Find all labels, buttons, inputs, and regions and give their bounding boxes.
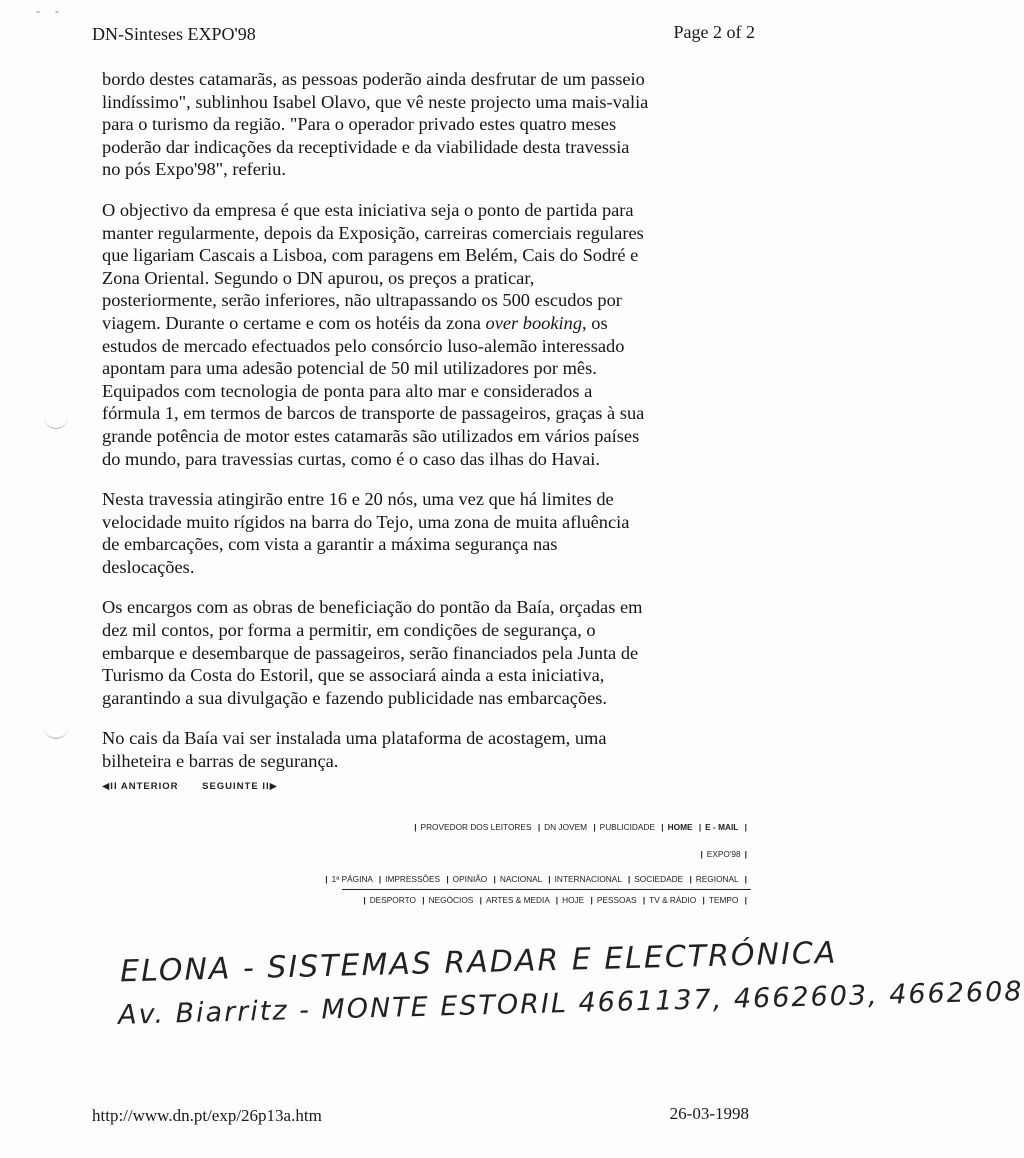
paragraph-4	[102, 596, 677, 709]
text-segment: viagem. Durante o certame e com os hotéis da zona	[102, 312, 486, 333]
link-provedor[interactable]: PROVEDOR DOS LEITORES	[420, 822, 532, 832]
handwritten-note-line-1: ELONA - SISTEMAS RADAR E ELECTRÓNICA	[119, 935, 838, 990]
text-line: poderão dar indicações da receptividade e da viabilidade desta travessia	[102, 136, 630, 157]
article-body	[102, 68, 677, 791]
italic-phrase: over booking	[485, 312, 583, 333]
text-line: no pós Expo'98", referiu.	[102, 159, 286, 180]
link-primeira-pagina[interactable]: 1ª PÁGINA	[331, 874, 373, 884]
paragraph-2	[102, 199, 677, 470]
text-line: manter regularmente, depois da Exposição, carreiras comerciais regulares	[102, 222, 644, 243]
text-line: Turismo da Costa do Estoril, que se associará ainda a esta iniciativa,	[102, 665, 605, 686]
scan-artifact: - -	[36, 4, 65, 18]
link-regional[interactable]: REGIONAL	[695, 874, 739, 884]
text-line: Equipados com tecnologia de ponta para alto mar e considerados a	[102, 380, 593, 401]
page-url: http://www.dn.pt/exp/26p13a.htm	[92, 1106, 322, 1125]
text-line: embarque e desembarque de passageiros, serão financiados pela Junta de	[102, 642, 639, 663]
footer-links-row-3: | 1ª PÁGINA | IMPRESSÕES | OPINIÃO | NACIONAL | INTERNACIONAL | SOCIEDADE | REGIONAL |	[325, 874, 747, 884]
text-line: estudos de mercado efectuados pelo consórcio luso-alemão interessado	[102, 335, 625, 356]
text-line: lindíssimo", sublinhou Isabel Olavo, que vê neste projecto uma mais-valia	[102, 91, 649, 112]
link-nacional[interactable]: NACIONAL	[499, 874, 542, 884]
text-line: bordo destes catamarãs, as pessoas poderão ainda desfrutar de um passeio	[102, 69, 645, 89]
link-negocios[interactable]: NEGÓCIOS	[428, 895, 474, 905]
handwritten-note-line-2: Av. Biarritz - MONTE ESTORIL 4661137, 4662603, 4662608	[117, 976, 1024, 1031]
text-line: Os encargos com as obras de beneficiação do pontão da Baía, orçadas em	[102, 597, 643, 618]
text-line: bilheteira e barras de segurança.	[102, 751, 339, 772]
text-line: do mundo, para travessias curtas, como é o caso das ilhas do Havai.	[102, 448, 600, 469]
link-tv-radio[interactable]: TV & RÁDIO	[649, 895, 697, 905]
text-line: para o turismo da região. "Para o operador privado estes quatro meses	[102, 114, 617, 135]
text-line: que ligariam Cascais a Lisboa, com paragens em Belém, Cais do Sodré e	[102, 245, 639, 266]
text-segment: , os	[582, 312, 608, 333]
punch-hole-mark	[44, 724, 68, 739]
link-pessoas[interactable]: PESSOAS	[596, 895, 637, 905]
link-email[interactable]: E - MAIL	[705, 822, 739, 832]
text-line: No cais da Baía vai ser instalada uma plataforma de acostagem, uma	[102, 728, 607, 749]
footer-links-row-4: | DESPORTO | NEGÓCIOS | ARTES & MEDIA | HOJE | PESSOAS | TV & RÁDIO | TEMPO |	[363, 895, 747, 905]
link-sociedade[interactable]: SOCIEDADE	[634, 874, 684, 884]
text-line: de embarcações, com vista a garantir a máxima segurança nas	[102, 534, 558, 555]
link-tempo[interactable]: TEMPO	[708, 895, 739, 905]
page-header-title: DN-Sinteses EXPO'98	[92, 24, 256, 44]
link-expo98[interactable]: EXPO'98	[706, 849, 741, 859]
text-line: Zona Oriental. Segundo o DN apurou, os preços a praticar,	[102, 267, 535, 288]
link-internacional[interactable]: INTERNACIONAL	[554, 874, 622, 884]
footer-links-row-1: | PROVEDOR DOS LEITORES | DN JOVEM | PUBLICIDADE | HOME | E - MAIL |	[414, 822, 747, 832]
text-line: fórmula 1, em termos de barcos de transporte de passageiros, graças à sua	[102, 403, 645, 424]
text-line: velocidade muito rígidos na barra do Tejo, uma zona de muita afluência	[102, 511, 630, 532]
text-line: apontam para uma adesão potencial de 50 mil utilizadores por mês.	[102, 358, 597, 379]
print-date: 26-03-1998	[669, 1104, 749, 1123]
text-line: posteriormente, serão inferiores, não ultrapassando os 500 escudos por	[102, 290, 622, 311]
paragraph-3	[102, 488, 677, 578]
text-line: grande potência de motor estes catamarãs são utilizados em vários países	[102, 425, 640, 446]
link-publicidade[interactable]: PUBLICIDADE	[599, 822, 655, 832]
link-home[interactable]: HOME	[667, 822, 693, 832]
paragraph-1	[102, 68, 677, 181]
link-dn-jovem[interactable]: DN JOVEM	[544, 822, 588, 832]
link-desporto[interactable]: DESPORTO	[369, 895, 416, 905]
text-line: deslocações.	[102, 556, 195, 577]
previous-link[interactable]: ◀II ANTERIOR	[102, 781, 179, 792]
page-number: Page 2 of 2	[673, 22, 755, 42]
article-navigation	[102, 781, 278, 792]
text-line-with-italic	[102, 312, 677, 335]
link-artes-media[interactable]: ARTES & MEDIA	[485, 895, 550, 905]
footer-divider	[342, 889, 751, 890]
next-link[interactable]: SEGUINTE II▶	[202, 781, 278, 792]
paragraph-5	[102, 727, 677, 772]
text-line: dez mil contos, por forma a permitir, em condições de segurança, o	[102, 620, 596, 641]
text-line: O objectivo da empresa é que esta iniciativa seja o ponto de partida para	[102, 199, 634, 220]
punch-hole-mark	[44, 414, 68, 429]
link-opiniao[interactable]: OPINIÃO	[452, 874, 488, 884]
text-line: garantindo a sua divulgação e fazendo publicidade nas embarcações.	[102, 687, 608, 708]
text-line: Nesta travessia atingirão entre 16 e 20 nós, uma vez que há limites de	[102, 489, 614, 510]
footer-links-row-2: | EXPO'98 |	[700, 849, 747, 859]
link-impressoes[interactable]: IMPRESSÕES	[385, 874, 441, 884]
link-hoje[interactable]: HOJE	[562, 895, 585, 905]
